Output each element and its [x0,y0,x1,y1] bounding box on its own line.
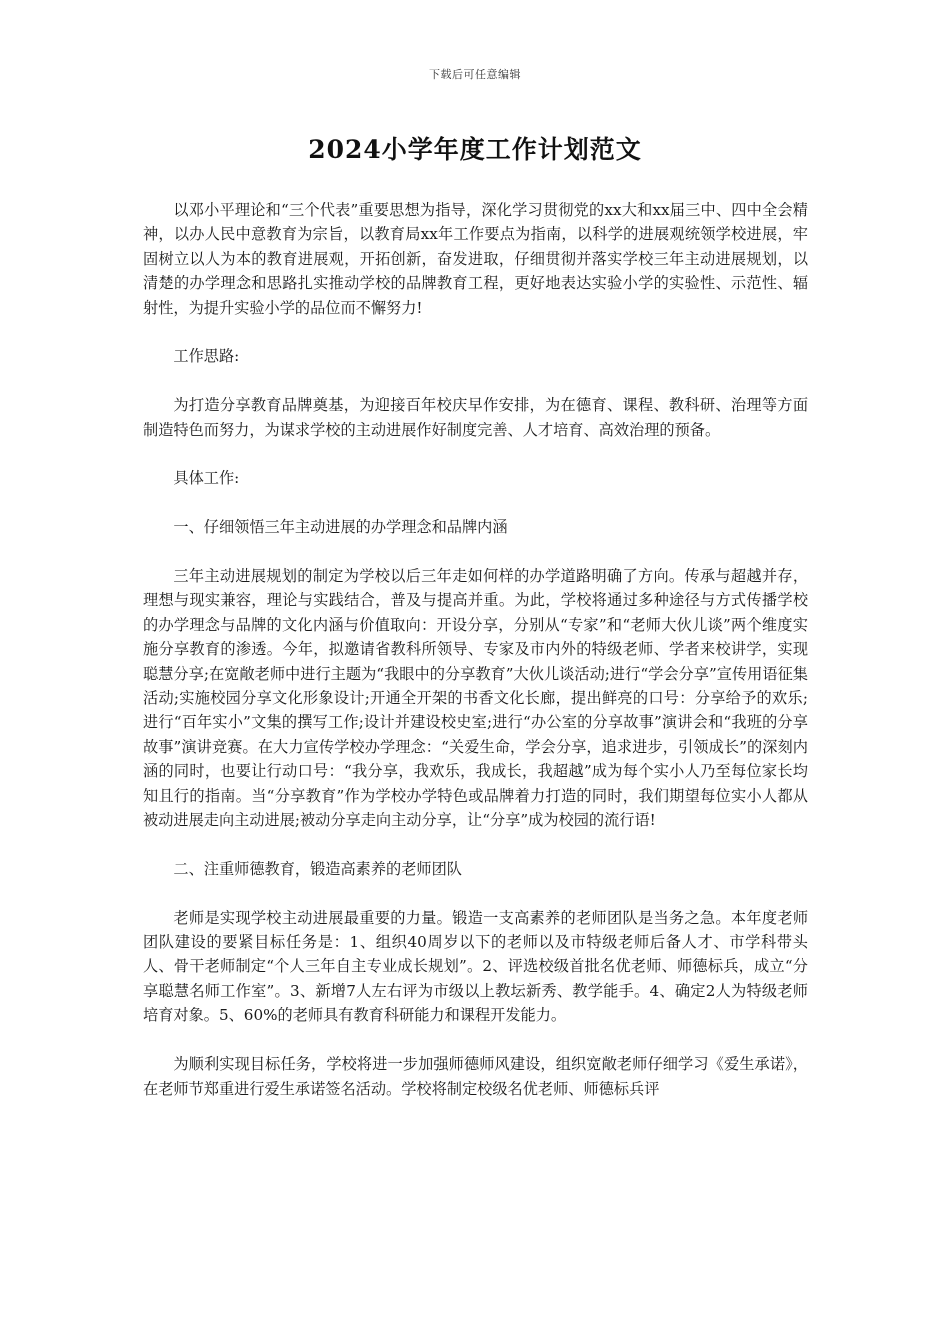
document-title: 2024小学年度工作计划范文 [308,135,642,164]
work-approach-paragraph: 为打造分享教育品牌奠基，为迎接百年校庆早作安排，为在德育、课程、教科研、治理等方面制造特色而努力，为谋求学校的主动进展作好制度完善、人才培育、高效治理的预备。 [143,396,808,439]
header-note: 下载后可任意编辑 [429,68,521,81]
section-heading-work-approach: 工作思路: [173,347,240,366]
subsection-2-paragraph: 老师是实现学校主动进展最重要的力量。锻造一支高素养的老师团队是当务之急。本年度老师团队建设的要紧目标任务是：1、组织40周岁以下的老师以及市特级老师后备人才、市学科带头人、骨干老师制定“个人三年自主专业成长规划”。2、评选校级首批名优老师、师德标兵，成立“分享聪慧名师工作室”。3、新增7人左右评为市级以上教坛新秀、教学能手。4、确定2人为特级老师培育对象。5、60%的老师具有教育科研能力和课程开发能力。 [143,908,808,1025]
subsection-2-paragraph-continued: 为顺利实现目标任务，学校将进一步加强师德师风建设，组织宽敞老师仔细学习《爱生承诺》，在老师节郑重进行爱生承诺签名活动。学校将制定校级名优老师、师德标兵评 [143,1055,808,1098]
subsection-heading-2: 二、注重师德教育，锻造高素养的老师团队 [173,859,462,878]
section-heading-specific-work: 具体工作: [173,469,240,488]
subsection-heading-1: 一、仔细领悟三年主动进展的办学理念和品牌内涵 [173,518,508,537]
intro-paragraph: 以邓小平理论和“三个代表”重要思想为指导，深化学习贯彻党的xx大和xx届三中、四中全会精神，以办人民中意教育为宗旨，以教育局xx年工作要点为指南，以科学的进展观统领学校进展，牢固树立以人为本的教育进展观，开拓创新，奋发进取，仔细贯彻并落实学校三年主动进展规划，以清楚的办学理念和思路扎实推动学校的品牌教育工程，更好地表达实验小学的实验性、示范性、辐射性，为提升实验小学的品位而不懈努力! [143,201,808,317]
document-body [143,198,808,1125]
subsection-1-paragraph: 三年主动进展规划的制定为学校以后三年走如何样的办学道路明确了方向。传承与超越并存，理想与现实兼容，理论与实践结合，普及与提高并重。为此，学校将通过多种途径与方式传播学校的办学理念与品牌的文化内涵与价值取向：开设分享，分别从“专家”和“老师大伙儿谈”两个维度实施分享教育的渗透。今年，拟邀请省教科所领导、专家及市内外的特级老师、学者来校讲学，实现聪慧分享;在宽敞老师中进行主题为“我眼中的分享教育”大伙儿谈活动;进行“学会分享”宣传用语征集活动;实施校园分享文化形象设计;开通全开架的书香文化长廊，提出鲜亮的口号：分享给予的欢乐;进行“百年实小”文集的撰写工作;设计并建设校史室;进行“办公室的分享故事”演讲会和“我班的分享故事”演讲竞赛。在大力宣传学校办学理念：“关爱生命，学会分享，追求进步，引领成长”的深刻内涵的同时，也要让行动口号：“我分享，我欢乐，我成长，我超越”成为每个实小人乃至每位家长均知且行的指南。当“分享教育”作为学校办学特色或品牌着力打造的同时，我们期望每位实小人都从被动进展走向主动进展;被动分享走向主动分享，让“分享”成为校园的流行语! [143,567,808,830]
